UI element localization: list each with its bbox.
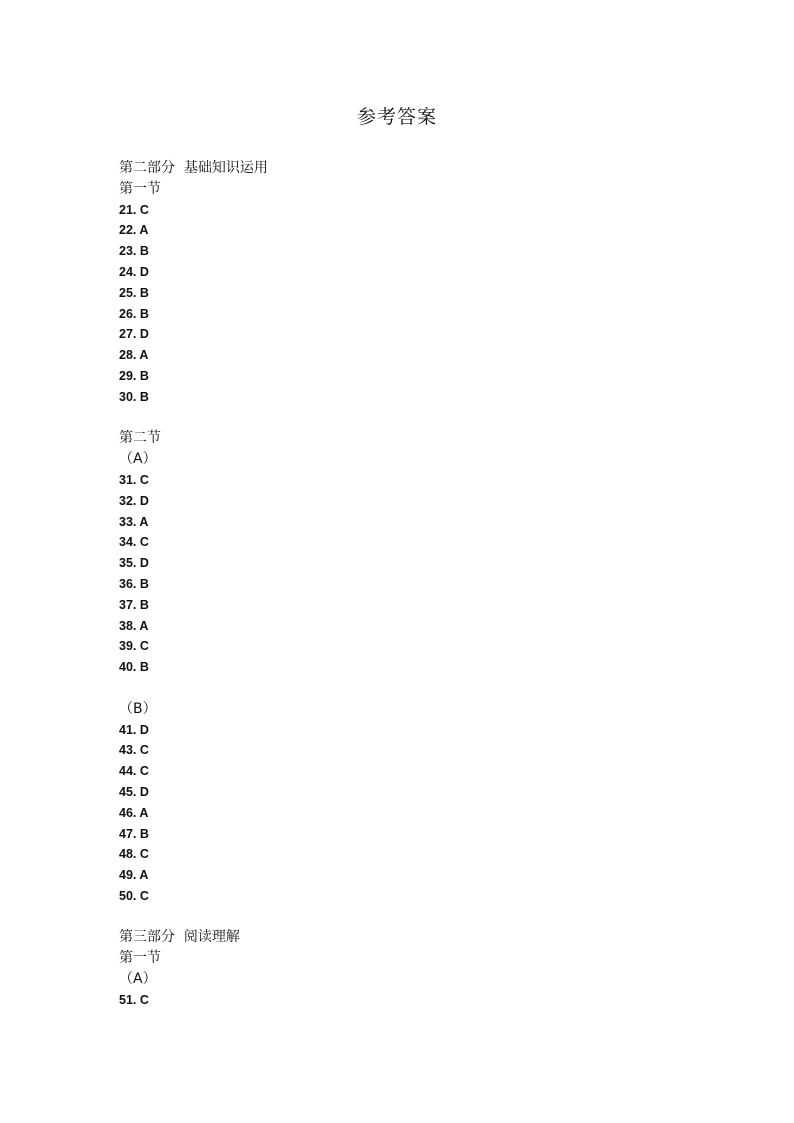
answer-row — [119, 595, 679, 616]
answer-letter: C — [139, 847, 149, 862]
answer-letter: A — [139, 805, 149, 820]
spacer — [119, 907, 679, 928]
answer-letter: B — [139, 306, 149, 321]
answer-row — [119, 616, 679, 637]
question-number: 35. — [119, 556, 137, 571]
page-title: 参考答案 — [356, 106, 437, 128]
answer-row — [119, 865, 679, 886]
answer-letter: C — [139, 888, 149, 903]
section-heading: 第一节 — [119, 180, 161, 197]
question-number: 26. — [119, 306, 137, 321]
answer-letter: B — [139, 576, 149, 591]
answer-row — [119, 241, 679, 262]
answer-letter: A — [139, 223, 149, 238]
spacer — [119, 408, 679, 429]
question-number: 47. — [119, 826, 137, 841]
answer-row — [119, 761, 679, 782]
part-heading: 第二部分 基础知识运用 — [119, 160, 268, 176]
answer-row — [119, 491, 679, 512]
answer-letter: B — [139, 597, 149, 612]
question-number: 48. — [119, 847, 137, 862]
answer-letter: A — [139, 618, 149, 633]
answer-letter: B — [139, 826, 149, 841]
answer-letter: B — [139, 285, 149, 300]
answer-row — [119, 824, 679, 845]
answer-letter: D — [139, 327, 149, 342]
answer-letter: D — [139, 556, 149, 571]
answer-row — [119, 636, 679, 657]
answer-letter: C — [139, 535, 149, 550]
answer-row — [119, 553, 679, 574]
question-number: 41. — [119, 722, 137, 737]
question-number: 45. — [119, 784, 137, 799]
answer-row — [119, 657, 679, 678]
group-label: （B） — [119, 700, 157, 717]
question-number: 40. — [119, 660, 137, 675]
question-number: 39. — [119, 639, 137, 654]
answer-letter: A — [139, 868, 149, 883]
answer-row — [119, 345, 679, 366]
answer-letter: C — [139, 202, 149, 217]
question-number: 22. — [119, 223, 137, 238]
answer-letter: B — [139, 368, 149, 383]
answer-letter: B — [139, 244, 149, 259]
question-number: 37. — [119, 597, 137, 612]
question-number: 44. — [119, 764, 137, 779]
answer-row — [119, 740, 679, 761]
question-number: 30. — [119, 389, 137, 404]
question-number: 49. — [119, 868, 137, 883]
question-number: 32. — [119, 493, 137, 508]
answer-row — [119, 990, 679, 1011]
answer-row — [119, 387, 679, 408]
question-number: 50. — [119, 888, 137, 903]
spacer — [119, 678, 679, 699]
question-number: 21. — [119, 202, 137, 217]
answer-letter: C — [139, 992, 149, 1007]
question-number: 23. — [119, 244, 137, 259]
answer-row — [119, 470, 679, 491]
question-number: 38. — [119, 618, 137, 633]
answer-letter: D — [139, 264, 149, 279]
answer-letter: D — [139, 493, 149, 508]
answer-row — [119, 220, 679, 241]
answer-row — [119, 720, 679, 741]
question-number: 46. — [119, 805, 137, 820]
question-number: 34. — [119, 535, 137, 550]
answer-letter: A — [139, 348, 149, 363]
group-label: （A） — [119, 971, 157, 988]
answer-row — [119, 574, 679, 595]
question-number: 29. — [119, 368, 137, 383]
question-number: 33. — [119, 514, 137, 529]
answer-row — [119, 262, 679, 283]
answer-letter: D — [139, 784, 149, 799]
question-number: 31. — [119, 472, 137, 487]
answer-row — [119, 886, 679, 907]
answer-row — [119, 200, 679, 221]
question-number: 27. — [119, 327, 137, 342]
answer-letter: A — [139, 514, 149, 529]
answer-letter: C — [139, 764, 149, 779]
answer-letter: C — [139, 472, 149, 487]
answer-letter: C — [139, 743, 149, 758]
question-number: 51. — [119, 992, 137, 1007]
answer-row — [119, 844, 679, 865]
group-label: （A） — [119, 451, 157, 468]
answer-row — [119, 782, 679, 803]
answer-letter: B — [139, 660, 149, 675]
answer-row — [119, 366, 679, 387]
question-number: 28. — [119, 348, 137, 363]
question-number: 43. — [119, 743, 137, 758]
question-number: 36. — [119, 576, 137, 591]
answer-row — [119, 532, 679, 553]
answer-row — [119, 803, 679, 824]
section-heading: 第一节 — [119, 950, 161, 967]
answer-row — [119, 304, 679, 325]
answer-row — [119, 512, 679, 533]
section-heading: 第二节 — [119, 430, 161, 447]
part-heading: 第三部分 阅读理解 — [119, 929, 240, 946]
answer-letter: C — [139, 639, 149, 654]
answer-letter: B — [139, 389, 149, 404]
answer-row — [119, 283, 679, 304]
answer-row — [119, 324, 679, 345]
question-number: 25. — [119, 285, 137, 300]
answer-letter: D — [139, 722, 149, 737]
answer-key-content — [119, 158, 679, 1011]
question-number: 24. — [119, 264, 137, 279]
